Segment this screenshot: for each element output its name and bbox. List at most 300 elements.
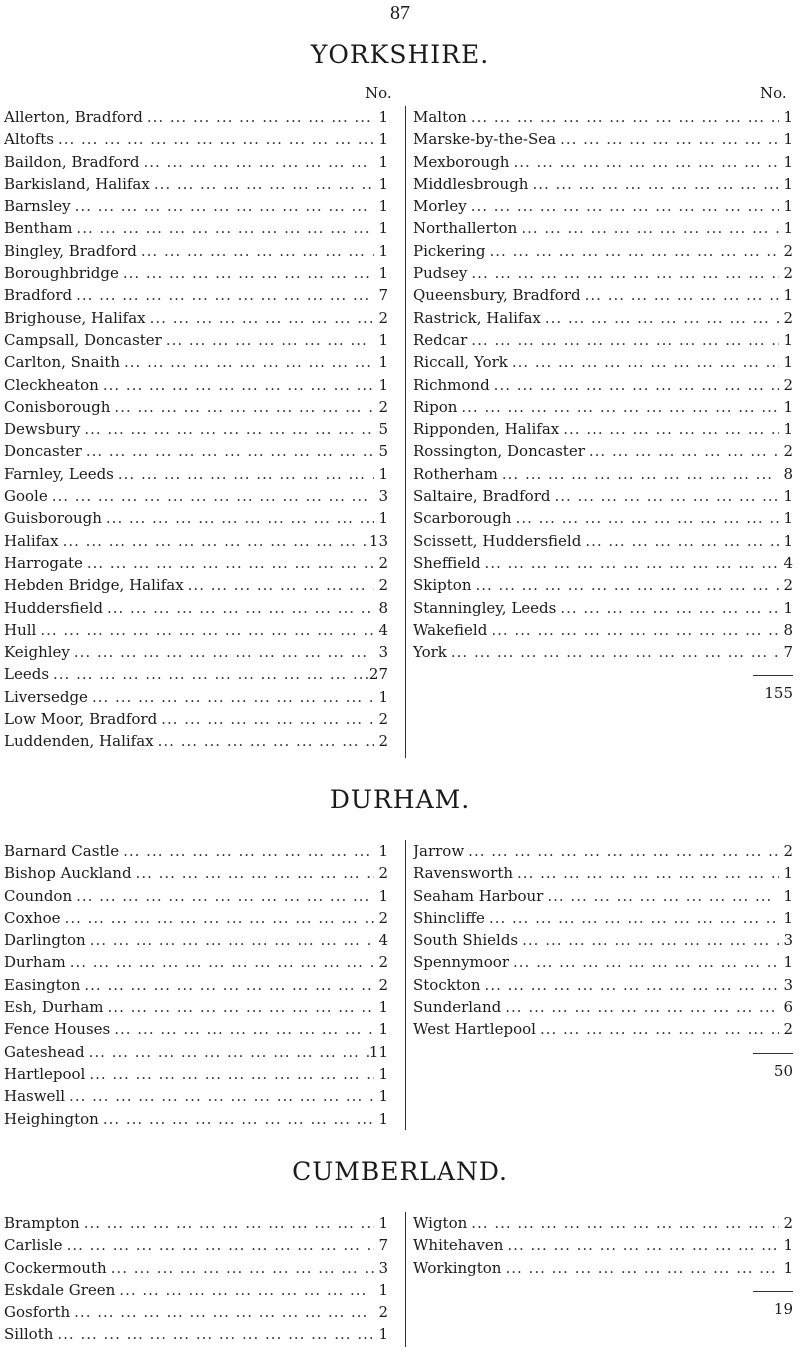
- place-count: 1: [378, 1064, 388, 1083]
- place-count: 1: [378, 219, 388, 238]
- leader-dots: [120, 351, 374, 373]
- leader-dots: [63, 1234, 374, 1256]
- place-name: Haswell: [4, 1087, 66, 1106]
- list-item: [4, 996, 388, 1018]
- place-count: 1: [783, 1236, 793, 1255]
- leader-dots: [107, 1257, 374, 1279]
- list-item: [4, 485, 388, 507]
- list-item: [4, 708, 388, 730]
- leader-dots: [150, 173, 374, 195]
- place-count: 1: [783, 420, 793, 439]
- place-count: 1: [378, 130, 388, 149]
- place-name: Bingley, Bradford: [4, 241, 137, 260]
- leader-dots: [70, 641, 374, 663]
- leader-dots: [59, 530, 369, 552]
- place-count: 1: [783, 397, 793, 416]
- list-item: [4, 686, 388, 708]
- leader-dots: [556, 128, 779, 150]
- leader-dots: [48, 485, 374, 507]
- leader-dots: [143, 106, 374, 128]
- place-name: Hebden Bridge, Halifax: [4, 576, 184, 595]
- section-total: 155: [764, 684, 793, 703]
- list-item: [413, 885, 793, 907]
- yorkshire-right-list: [413, 106, 793, 705]
- place-count: 1: [783, 174, 793, 193]
- list-item: [413, 974, 793, 996]
- list-item: [413, 530, 793, 552]
- list-item: [413, 929, 793, 951]
- column-header-left: No.: [365, 84, 392, 102]
- place-name: Ripon: [413, 397, 458, 416]
- leader-dots: [110, 1018, 374, 1040]
- place-count: 1: [783, 286, 793, 305]
- list-item: [413, 396, 793, 418]
- place-name: Northallerton: [413, 219, 518, 238]
- durham-left-list: [4, 840, 388, 1130]
- list-item: [4, 262, 388, 284]
- place-count: 7: [378, 286, 388, 305]
- leader-dots: [72, 217, 374, 239]
- leader-dots: [72, 885, 374, 907]
- leader-dots: [517, 217, 779, 239]
- place-count: 1: [783, 509, 793, 528]
- place-name: Bishop Auckland: [4, 864, 132, 883]
- leader-dots: [486, 240, 780, 262]
- place-name: Goole: [4, 487, 48, 506]
- place-name: Luddenden, Halifax: [4, 732, 154, 751]
- place-name: Bradford: [4, 286, 73, 305]
- list-item: [4, 440, 388, 462]
- place-count: 2: [783, 241, 793, 260]
- list-item: [413, 1212, 793, 1234]
- section-total: 19: [773, 1299, 793, 1318]
- place-count: 1: [378, 330, 388, 349]
- place-name: Halifax: [4, 531, 59, 550]
- place-count: 1: [378, 375, 388, 394]
- leader-dots: [467, 106, 779, 128]
- leader-dots: [467, 195, 779, 217]
- place-name: Stockton: [413, 975, 481, 994]
- place-name: Coxhoe: [4, 908, 61, 927]
- place-count: 27: [368, 665, 388, 684]
- leader-dots: [119, 840, 374, 862]
- place-count: 8: [378, 598, 388, 617]
- place-count: 2: [378, 710, 388, 729]
- place-count: 1: [783, 130, 793, 149]
- place-name: Gosforth: [4, 1303, 71, 1322]
- place-name: Seaham Harbour: [413, 886, 544, 905]
- list-item: [4, 574, 388, 596]
- leader-dots: [503, 1234, 779, 1256]
- leader-dots: [85, 1063, 374, 1085]
- leader-dots: [157, 708, 374, 730]
- place-count: 1: [783, 108, 793, 126]
- place-count: 2: [378, 864, 388, 883]
- place-name: Stanningley, Leeds: [413, 598, 557, 617]
- cumberland-right-list: [413, 1212, 793, 1320]
- place-name: Bentham: [4, 219, 73, 238]
- place-count: 1: [378, 353, 388, 372]
- place-count: 2: [783, 308, 793, 327]
- leader-dots: [550, 485, 779, 507]
- list-item: [413, 996, 793, 1018]
- place-count: 11: [368, 1042, 388, 1061]
- place-count: 1: [378, 886, 388, 905]
- place-count: 7: [783, 643, 793, 662]
- place-count: 1: [378, 509, 388, 528]
- place-name: Scarborough: [413, 509, 512, 528]
- place-name: Silloth: [4, 1325, 54, 1344]
- leader-dots: [508, 351, 779, 373]
- list-item: [4, 106, 388, 128]
- place-count: 2: [378, 975, 388, 994]
- list-item: [413, 173, 793, 195]
- leader-dots: [80, 1212, 374, 1234]
- place-count: 2: [378, 397, 388, 416]
- leader-dots: [61, 907, 374, 929]
- leader-dots: [467, 329, 779, 351]
- place-count: 2: [378, 953, 388, 972]
- place-name: Leeds: [4, 665, 50, 684]
- place-name: Middlesbrough: [413, 174, 529, 193]
- leader-dots: [536, 1018, 779, 1040]
- place-name: Hartlepool: [4, 1064, 86, 1083]
- place-count: 1: [783, 219, 793, 238]
- leader-dots: [447, 641, 779, 663]
- place-count: 5: [378, 420, 388, 439]
- section-title-durham: DURHAM.: [329, 785, 471, 814]
- list-item: [4, 730, 388, 752]
- list-item: [4, 396, 388, 418]
- leader-dots: [80, 974, 374, 996]
- list-item: [4, 418, 388, 440]
- place-count: 1: [783, 353, 793, 372]
- place-count: 5: [378, 442, 388, 461]
- place-name: Cleckheaton: [4, 375, 99, 394]
- place-name: Baildon, Bradford: [4, 152, 140, 171]
- list-item: [413, 128, 793, 150]
- place-name: Harrogate: [4, 553, 83, 572]
- place-name: Barnsley: [4, 197, 71, 216]
- place-count: 3: [783, 931, 793, 950]
- place-count: 2: [378, 1303, 388, 1322]
- leader-dots: [541, 307, 779, 329]
- list-item: [4, 1323, 388, 1345]
- place-name: York: [413, 643, 447, 662]
- place-name: West Hartlepool: [413, 1020, 536, 1039]
- place-count: 3: [378, 1258, 388, 1277]
- place-name: Wigton: [413, 1214, 468, 1232]
- leader-dots: [490, 374, 779, 396]
- list-item: [413, 307, 793, 329]
- place-name: Ripponden, Halifax: [413, 420, 560, 439]
- place-name: Sunderland: [413, 998, 502, 1017]
- leader-dots: [154, 730, 374, 752]
- place-count: 8: [783, 464, 793, 483]
- list-item: [4, 840, 388, 862]
- place-count: 1: [378, 1214, 388, 1232]
- place-count: 2: [378, 553, 388, 572]
- place-name: Dewsbury: [4, 420, 81, 439]
- place-name: Brampton: [4, 1214, 80, 1232]
- cumberland-left-list: [4, 1212, 388, 1346]
- list-item: [413, 284, 793, 306]
- list-item: [4, 173, 388, 195]
- leader-dots: [509, 151, 779, 173]
- list-item: [413, 374, 793, 396]
- place-count: 2: [378, 576, 388, 595]
- place-name: Farnley, Leeds: [4, 464, 114, 483]
- list-item: [4, 240, 388, 262]
- leader-dots: [457, 396, 779, 418]
- section-title-yorkshire: YORKSHIRE.: [310, 40, 490, 69]
- list-item: [413, 597, 793, 619]
- place-name: Mexborough: [413, 152, 510, 171]
- place-count: 1: [378, 464, 388, 483]
- leader-dots: [471, 574, 779, 596]
- place-name: Shincliffe: [413, 908, 485, 927]
- place-name: Conisborough: [4, 397, 111, 416]
- list-item: [4, 463, 388, 485]
- section-total: 50: [773, 1061, 793, 1080]
- list-item: [413, 463, 793, 485]
- place-name: Liversedge: [4, 687, 88, 706]
- place-name: Doncaster: [4, 442, 82, 461]
- place-count: 4: [783, 553, 793, 572]
- list-item: [413, 217, 793, 239]
- place-count: 1: [783, 598, 793, 617]
- leader-dots: [72, 284, 374, 306]
- list-item: [413, 262, 793, 284]
- leader-dots: [102, 507, 374, 529]
- leader-dots: [99, 1108, 374, 1130]
- place-count: 3: [783, 975, 793, 994]
- place-name: Whitehaven: [413, 1236, 504, 1255]
- place-count: 1: [783, 908, 793, 927]
- place-count: 2: [783, 576, 793, 595]
- column-divider: [405, 840, 406, 1130]
- list-item: [4, 1212, 388, 1234]
- list-item: [4, 663, 388, 685]
- list-item: [413, 574, 793, 596]
- leader-dots: [103, 597, 374, 619]
- list-item: [4, 862, 388, 884]
- list-item: [413, 507, 793, 529]
- list-item: [413, 240, 793, 262]
- leader-dots: [467, 262, 779, 284]
- place-name: Esh, Durham: [4, 998, 104, 1017]
- place-name: Riccall, York: [413, 353, 508, 372]
- list-item: [4, 374, 388, 396]
- place-count: 1: [783, 531, 793, 550]
- place-count: 1: [378, 174, 388, 193]
- place-name: Easington: [4, 975, 81, 994]
- leader-dots: [556, 597, 779, 619]
- yorkshire-left-list: [4, 106, 388, 753]
- place-count: 7: [378, 1236, 388, 1255]
- place-count: 1: [783, 197, 793, 216]
- place-count: 1: [378, 1280, 388, 1299]
- place-count: 8: [783, 620, 793, 639]
- place-name: Barkisland, Halifax: [4, 174, 150, 193]
- place-name: Jarrow: [413, 842, 465, 860]
- list-item: [413, 485, 793, 507]
- list-item: [4, 217, 388, 239]
- leader-dots: [114, 463, 374, 485]
- place-name: Keighley: [4, 643, 70, 662]
- leader-dots: [487, 619, 779, 641]
- place-count: 1: [378, 842, 388, 860]
- place-name: Barnard Castle: [4, 842, 120, 860]
- list-item: [4, 507, 388, 529]
- place-count: 2: [783, 842, 793, 860]
- place-name: Scissett, Huddersfield: [413, 531, 582, 550]
- place-name: Brighouse, Halifax: [4, 308, 146, 327]
- page-number: 87: [390, 2, 410, 24]
- list-item: [413, 329, 793, 351]
- place-name: Pickering: [413, 241, 486, 260]
- leader-dots: [481, 974, 779, 996]
- place-name: Gateshead: [4, 1042, 85, 1061]
- place-count: 1: [378, 197, 388, 216]
- leader-dots: [139, 151, 374, 173]
- place-count: 3: [378, 643, 388, 662]
- leader-dots: [104, 996, 374, 1018]
- list-item: [4, 1234, 388, 1256]
- place-name: Ravensworth: [413, 864, 514, 883]
- list-item: [4, 1301, 388, 1323]
- leader-dots: [501, 1257, 779, 1279]
- place-count: 2: [783, 264, 793, 283]
- list-item: [413, 440, 793, 462]
- place-name: Rossington, Doncaster: [413, 442, 585, 461]
- list-item: [4, 284, 388, 306]
- place-name: Altofts: [4, 130, 54, 149]
- place-name: South Shields: [413, 931, 519, 950]
- place-count: 2: [783, 1214, 793, 1232]
- list-item: [4, 151, 388, 173]
- leader-dots: [88, 686, 374, 708]
- column-divider: [405, 1212, 406, 1347]
- leader-dots: [83, 552, 374, 574]
- leader-dots: [99, 374, 374, 396]
- list-item: [4, 329, 388, 351]
- leader-dots: [36, 619, 374, 641]
- list-item: [413, 951, 793, 973]
- leader-dots: [110, 396, 374, 418]
- leader-dots: [585, 440, 779, 462]
- leader-dots: [146, 307, 374, 329]
- place-count: 1: [378, 1109, 388, 1128]
- leader-dots: [119, 262, 374, 284]
- place-name: Carlton, Snaith: [4, 353, 121, 372]
- leader-dots: [485, 907, 779, 929]
- list-item: [413, 1234, 793, 1256]
- place-count: 4: [378, 620, 388, 639]
- leader-dots: [71, 195, 374, 217]
- list-item: [4, 195, 388, 217]
- place-count: 1: [783, 330, 793, 349]
- list-item: [4, 1257, 388, 1279]
- list-item: [4, 929, 388, 951]
- place-count: 1: [378, 152, 388, 171]
- leader-dots: [581, 284, 779, 306]
- place-name: Darlington: [4, 931, 86, 950]
- place-name: Morley: [413, 197, 467, 216]
- leader-dots: [481, 552, 779, 574]
- leader-dots: [528, 173, 779, 195]
- place-name: Pudsey: [413, 264, 468, 283]
- leader-dots: [65, 1085, 374, 1107]
- list-item: [4, 1018, 388, 1040]
- place-name: Wakefield: [413, 620, 488, 639]
- leader-dots: [86, 929, 374, 951]
- list-item: [4, 530, 388, 552]
- place-name: Coundon: [4, 886, 73, 905]
- place-name: Rastrick, Halifax: [413, 308, 541, 327]
- place-name: Hull: [4, 620, 37, 639]
- place-count: 4: [378, 931, 388, 950]
- leader-dots: [184, 574, 374, 596]
- place-name: Guisborough: [4, 509, 102, 528]
- place-name: Sheffield: [413, 553, 481, 572]
- list-item: [4, 128, 388, 150]
- list-item: [4, 907, 388, 929]
- place-count: 2: [378, 908, 388, 927]
- place-name: Queensbury, Bradford: [413, 286, 581, 305]
- place-name: Boroughbridge: [4, 264, 119, 283]
- leader-dots: [509, 951, 779, 973]
- list-item: [413, 1257, 793, 1279]
- place-count: 2: [783, 375, 793, 394]
- place-count: 3: [378, 487, 388, 506]
- list-item: [413, 619, 793, 641]
- list-item: [413, 552, 793, 574]
- place-name: Saltaire, Bradford: [413, 487, 551, 506]
- leader-dots: [518, 929, 779, 951]
- column-header-right: No.: [760, 84, 787, 102]
- place-name: Durham: [4, 953, 66, 972]
- list-item: [4, 1108, 388, 1130]
- place-count: 2: [783, 1020, 793, 1039]
- place-name: Carlisle: [4, 1236, 63, 1255]
- leader-dots: [162, 329, 374, 351]
- place-name: Cockermouth: [4, 1258, 107, 1277]
- leader-dots: [581, 530, 779, 552]
- leader-dots: [49, 663, 369, 685]
- list-item: [413, 195, 793, 217]
- place-name: Eskdale Green: [4, 1280, 116, 1299]
- list-item: [413, 418, 793, 440]
- place-count: 1: [783, 953, 793, 972]
- list-item: [4, 351, 388, 373]
- place-count: 1: [378, 264, 388, 283]
- leader-dots: [137, 240, 374, 262]
- place-name: Low Moor, Bradford: [4, 710, 158, 729]
- place-count: 1: [783, 152, 793, 171]
- list-item: [4, 641, 388, 663]
- place-count: 1: [783, 864, 793, 883]
- leader-dots: [80, 418, 374, 440]
- place-count: 1: [378, 1087, 388, 1106]
- list-item: [4, 597, 388, 619]
- place-name: Marske-by-the-Sea: [413, 130, 557, 149]
- leader-dots: [132, 862, 374, 884]
- leader-dots: [467, 1212, 779, 1234]
- place-count: 1: [378, 1020, 388, 1039]
- durham-right-list: [413, 840, 793, 1082]
- place-name: Richmond: [413, 375, 490, 394]
